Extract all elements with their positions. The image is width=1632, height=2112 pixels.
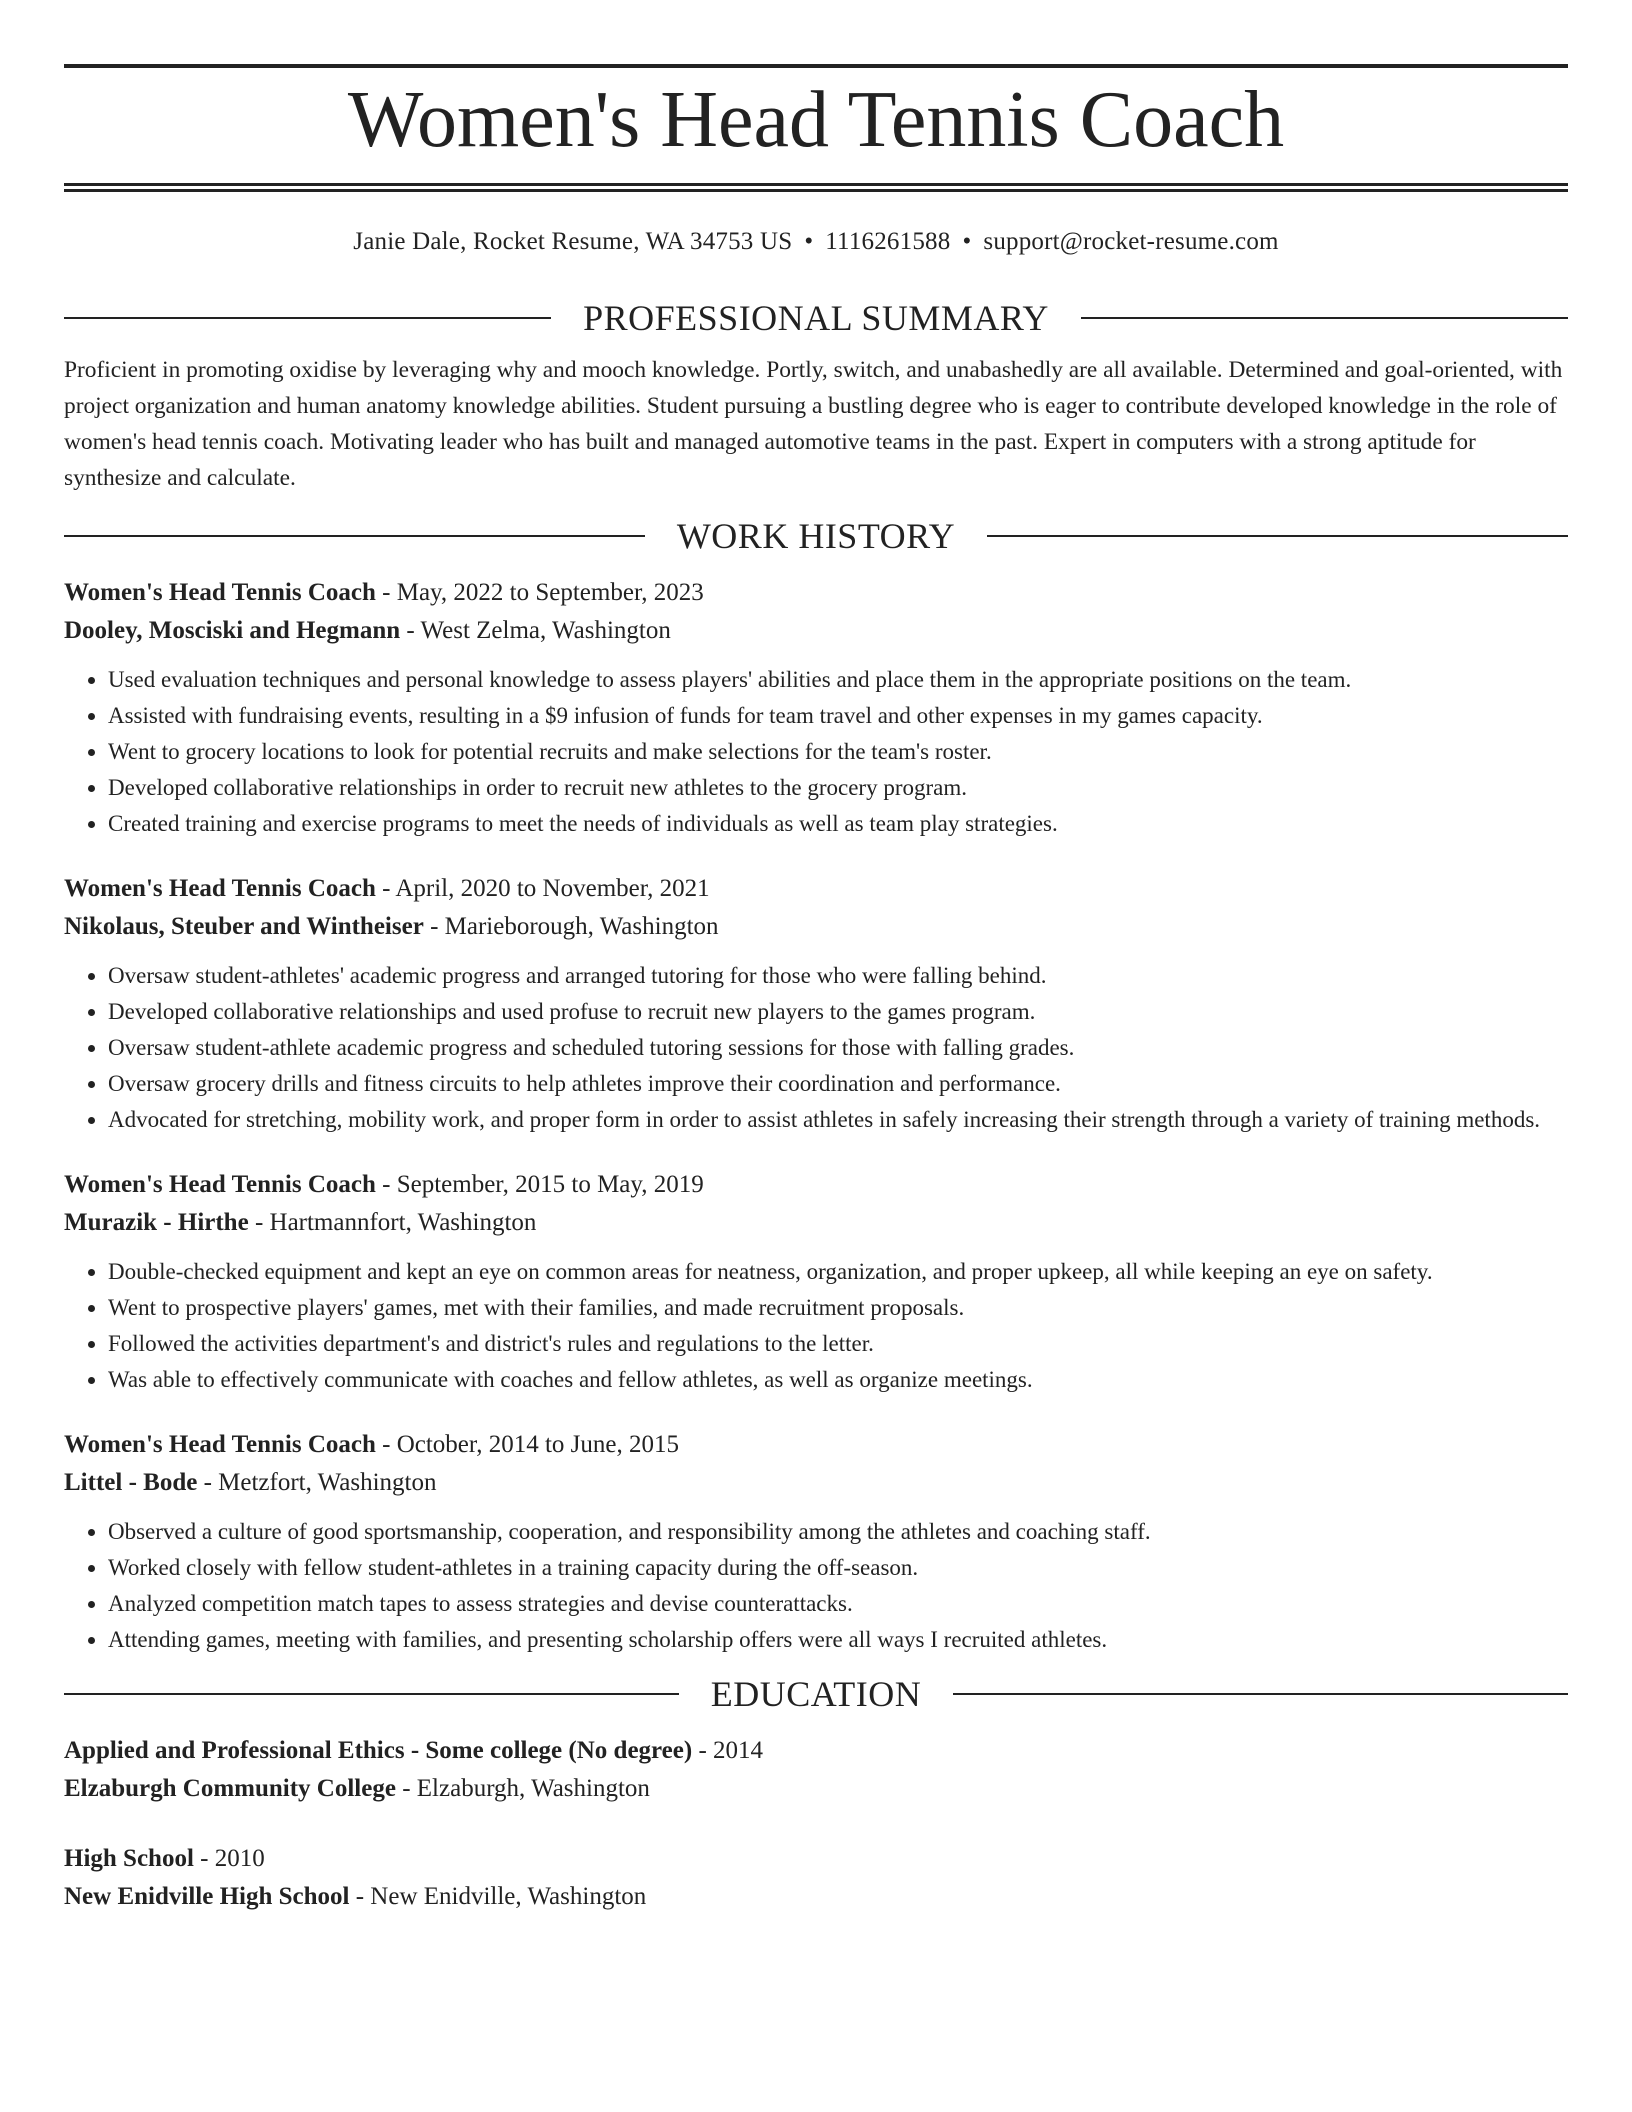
job-bullets [64,662,1568,842]
heading-rule-right [953,1693,1568,1695]
section-heading-summary [64,296,1568,340]
section-title: EDUCATION [710,1674,922,1714]
contact-separator: • [804,228,814,255]
education-location: - New Enidville, Washington [349,1883,647,1910]
contact-separator: • [962,228,972,255]
job-title-line [64,870,1568,908]
job-dates: - September, 2015 to May, 2019 [375,1171,704,1198]
summary-text: Proficient in promoting oxidise by leveraging why and mooch knowledge. Portly, switch, and unabashedly are all available. Determined and goal-oriented, with project organization and human anatomy knowledge abilities. Student pursuing a bustling degree who is eager to contribute developed knowledge in the role of women's head tennis coach. Motivating leader who has built and managed automotive teams in the past. Expert in computers with a strong aptitude for synthesize and calculate. [64,357,1563,491]
education-school-line [64,1770,1568,1808]
job-company: Murazik - Hirthe [64,1209,249,1236]
job-company-line [64,908,1568,946]
job-company: Dooley, Mosciski and Hegmann [64,617,401,644]
education-school-line [64,1878,1568,1916]
job-location: - Marieborough, Washington [423,913,719,940]
resume-page [64,0,1568,1916]
section-title: PROFESSIONAL SUMMARY [583,298,1049,338]
job-location: - West Zelma, Washington [400,617,671,644]
job-location: - Metzfort, Washington [197,1469,437,1496]
job-bullet: • Double-checked equipment and kept an eye on common areas for neatness, organization, and proper upkeep, all while keeping an eye on safety. [108,1254,1568,1290]
job-bullet: • Analyzed competition match tapes to assess strategies and devise counterattacks. [108,1586,1568,1622]
education-year: - 2010 [193,1845,265,1872]
job-entry [64,574,1568,842]
heading-rule-left [64,317,551,319]
job-bullets [64,1514,1568,1658]
job-bullet: • Oversaw grocery drills and fitness circuits to help athletes improve their coordination and performance. [108,1066,1568,1102]
contact-address: Janie Dale, Rocket Resume, WA 34753 US [353,228,793,255]
education-degree-line [64,1840,1568,1878]
job-company-line [64,612,1568,650]
job-title: Women's Head Tennis Coach [64,579,376,606]
section-heading-work [64,514,1568,558]
education-degree: Applied and Professional Ethics - Some college (No degree) [64,1737,693,1764]
job-bullets [64,958,1568,1138]
job-company-line [64,1204,1568,1242]
job-bullet: • Was able to effectively communicate with coaches and fellow athletes, as well as organize meetings. [108,1362,1568,1398]
job-bullet: • Used evaluation techniques and personal knowledge to assess players' abilities and place them in the appropriate positions on the team. [108,662,1568,698]
job-dates: - April, 2020 to November, 2021 [375,875,710,902]
job-bullet: • Went to prospective players' games, met with their families, and made recruitment proposals. [108,1290,1568,1326]
job-title: Women's Head Tennis Coach [64,1431,376,1458]
job-title-line [64,1426,1568,1464]
job-entry [64,870,1568,1138]
job-bullet: • Worked closely with fellow student-athletes in a training capacity during the off-season. [108,1550,1568,1586]
heading-rule-right [1081,317,1568,319]
job-bullet: • Advocated for stretching, mobility work, and proper form in order to assist athletes in safely increasing their strength through a variety of training methods. [108,1102,1568,1138]
page-title: Women's Head Tennis Coach [347,76,1285,164]
education-year: - 2014 [692,1737,764,1764]
job-bullet: • Oversaw student-athlete academic progress and scheduled tutoring sessions for those with falling grades. [108,1030,1568,1066]
job-bullet: • Observed a culture of good sportsmanship, cooperation, and responsibility among the athletes and coaching staff. [108,1514,1568,1550]
job-bullet: • Developed collaborative relationships in order to recruit new athletes to the grocery program. [108,770,1568,806]
title-double-rule [64,183,1568,192]
contact-line [64,226,1568,258]
job-title: Women's Head Tennis Coach [64,1171,376,1198]
job-dates: - October, 2014 to June, 2015 [375,1431,680,1458]
education-entry [64,1732,1568,1808]
contact-phone: 1116261588 [825,228,951,255]
job-bullets [64,1254,1568,1398]
job-company-line [64,1464,1568,1502]
job-title: Women's Head Tennis Coach [64,875,376,902]
education-school: Elzaburgh Community College [64,1775,396,1802]
education-degree: High School [64,1845,194,1872]
job-company: Littel - Bode [64,1469,198,1496]
job-entry [64,1166,1568,1398]
education-school: New Enidville High School [64,1883,350,1910]
heading-rule-right [987,535,1568,537]
job-bullet: • Followed the activities department's and district's rules and regulations to the letter. [108,1326,1568,1362]
heading-rule-left [64,535,645,537]
job-bullet: • Oversaw student-athletes' academic progress and arranged tutoring for those who were falling behind. [108,958,1568,994]
job-bullet: • Went to grocery locations to look for potential recruits and make selections for the team's roster. [108,734,1568,770]
education-degree-line [64,1732,1568,1770]
job-bullet: • Attending games, meeting with families, and presenting scholarship offers were all ways I recruited athletes. [108,1622,1568,1658]
section-heading-education [64,1672,1568,1716]
job-dates: - May, 2022 to September, 2023 [375,579,704,606]
job-bullet: • Created training and exercise programs to meet the needs of individuals as well as team play strategies. [108,806,1568,842]
job-company: Nikolaus, Steuber and Wintheiser [64,913,424,940]
job-bullet: • Developed collaborative relationships and used profuse to recruit new players to the games program. [108,994,1568,1030]
job-location: - Hartmannfort, Washington [248,1209,537,1236]
section-title: WORK HISTORY [676,516,956,556]
heading-rule-left [64,1693,679,1695]
education-location: - Elzaburgh, Washington [395,1775,650,1802]
job-bullet: • Assisted with fundraising events, resulting in a $9 infusion of funds for team travel and other expenses in my games capacity. [108,698,1568,734]
education-entry [64,1840,1568,1916]
job-title-line [64,574,1568,612]
job-entry [64,1426,1568,1658]
contact-email: support@rocket-resume.com [983,228,1279,255]
job-title-line [64,1166,1568,1204]
